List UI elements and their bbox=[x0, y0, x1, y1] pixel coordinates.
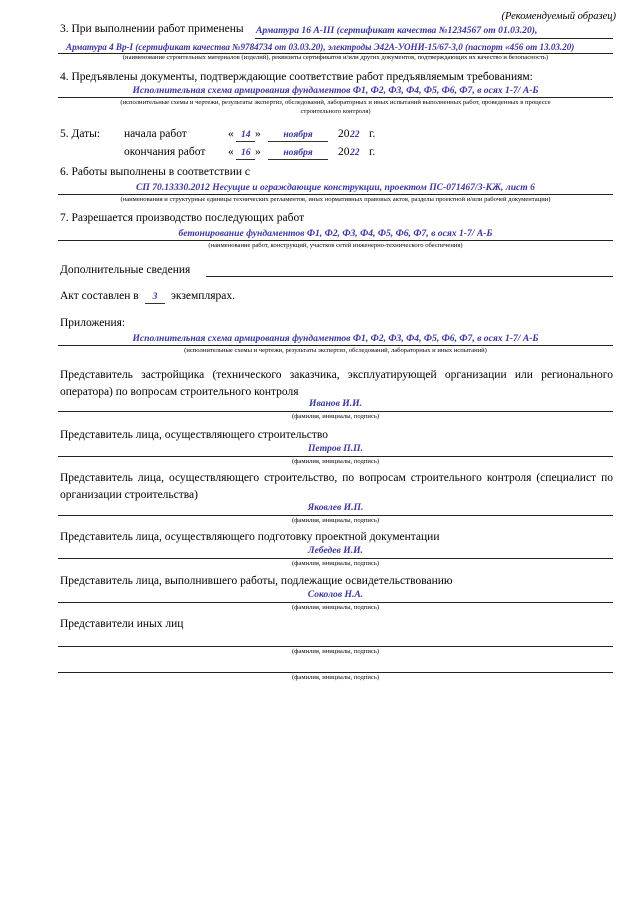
copies-count-rule bbox=[145, 303, 165, 304]
start-day-rule bbox=[236, 141, 255, 142]
section6-norms-value: СП 70.13330.2012 Несущие и ограждающие конструкции, проектом ПС-071467/3-КЖ, лист 6 bbox=[136, 182, 535, 193]
other-reps-label: Представители иных лиц bbox=[60, 618, 184, 630]
attachments-value: Исполнительная схема армирования фундаментов Ф1, Ф2, Ф3, Ф4, Ф5, Ф6, Ф7, в осях 1-7/ А-Б bbox=[132, 333, 539, 344]
end-date-label: окончания работ bbox=[124, 146, 206, 158]
developer-rep-rule bbox=[58, 411, 613, 412]
start-day: 14 bbox=[241, 129, 251, 140]
section3-materials-line1: Арматура 16 А-III (сертификат качества №1234567 от 01.03.20), bbox=[256, 25, 538, 36]
end-month-rule bbox=[268, 159, 328, 160]
section6-label: 6. Работы выполнены в соответствии с bbox=[60, 166, 251, 178]
start-month-rule bbox=[268, 141, 328, 142]
section3-materials-line2: Арматура 4 Вр-I (сертификат качества №9784734 от 03.03.20), электроды Э42А-УОНИ-15/67-3,0 (паспорт «456 от 13.03.20) bbox=[66, 42, 575, 52]
start-year-prefix: 20 bbox=[338, 128, 350, 140]
builder-rep-label: Представитель лица, осуществляющего строительство bbox=[60, 429, 329, 441]
designer-rep-caption: (фамилия, инициалы, подпись) bbox=[291, 560, 380, 567]
additional-info-label: Дополнительные сведения bbox=[60, 264, 191, 276]
builder-rep-name: Петров П.П. bbox=[307, 443, 364, 454]
section7-caption: (наименование работ, конструкций, участков сетей инженерно-технического обеспечения) bbox=[208, 242, 463, 249]
section3-label: 3. При выполнении работ применены bbox=[60, 23, 244, 35]
builder-control-rep-caption: (фамилия, инициалы, подпись) bbox=[291, 517, 380, 524]
section4-rule bbox=[58, 97, 613, 98]
end-year-prefix: 20 bbox=[338, 146, 350, 158]
builder-rep-caption: (фамилия, инициалы, подпись) bbox=[291, 458, 380, 465]
end-day: 16 bbox=[241, 147, 251, 158]
section5-label: 5. Даты: bbox=[60, 128, 101, 140]
other-rep-rule-2 bbox=[58, 672, 613, 673]
section4-documents-value: Исполнительная схема армирования фундаментов Ф1, Ф2, Ф3, Ф4, Ф5, Ф6, Ф7, в осях 1-7/ А-Б bbox=[132, 85, 539, 96]
end-quote-open: « bbox=[228, 146, 234, 158]
end-quote-close: » bbox=[255, 146, 261, 158]
start-quote-close: » bbox=[255, 128, 261, 140]
end-day-rule bbox=[236, 159, 255, 160]
developer-rep-label: Представитель застройщика (технического заказчика, эксплуатирующей организации или регионального оператора) по вопросам строительного контроля bbox=[60, 369, 613, 398]
other-rep-caption-2: (фамилия, инициалы, подпись) bbox=[291, 674, 380, 681]
section4-caption-line1: (исполнительные схемы и чертежи, результаты экспертиз, обследований, лабораторных и иных испытаний выполненных работ, проведенных в процессе bbox=[120, 99, 551, 106]
developer-rep-name: Иванов И.И. bbox=[308, 398, 362, 409]
performer-rep-rule bbox=[58, 602, 613, 603]
copies-count: 3 bbox=[152, 291, 158, 302]
attachments-rule bbox=[58, 345, 613, 346]
designer-rep-label: Представитель лица, осуществляющего подготовку проектной документации bbox=[60, 531, 440, 543]
section7-next-works-value: бетонирование фундаментов Ф1, Ф2, Ф3, Ф4, Ф5, Ф6, Ф7, в осях 1-7/ А-Б bbox=[178, 228, 493, 239]
section6-rule bbox=[58, 194, 613, 195]
start-date-label: начала работ bbox=[124, 128, 187, 140]
start-quote-open: « bbox=[228, 128, 234, 140]
developer-rep-caption: (фамилия, инициалы, подпись) bbox=[291, 413, 380, 420]
builder-control-rep-rule bbox=[58, 515, 613, 516]
builder-rep-rule bbox=[58, 456, 613, 457]
additional-info-rule bbox=[206, 276, 613, 277]
copies-suffix: экземплярах. bbox=[171, 290, 235, 302]
attachments-label: Приложения: bbox=[60, 317, 126, 329]
section3-line1-rule bbox=[255, 38, 613, 39]
start-year-suffix: 22 bbox=[350, 129, 360, 140]
section3-caption: (наименование строительных материалов (изделий), реквизиты сертификатов и/или других документов, подтверждающих их качество и безопасность) bbox=[122, 54, 549, 61]
performer-rep-name: Соколов Н.А. bbox=[307, 589, 364, 600]
other-rep-rule-1 bbox=[58, 646, 613, 647]
start-month: ноября bbox=[283, 129, 313, 140]
end-year-unit: г. bbox=[369, 146, 376, 158]
designer-rep-rule bbox=[58, 558, 613, 559]
end-month: ноября bbox=[283, 147, 313, 158]
builder-control-rep-label: Представитель лица, осуществляющего строительство, по вопросам строительного контроля (специалист по организации строительства) bbox=[60, 472, 613, 501]
copies-prefix: Акт составлен в bbox=[60, 290, 139, 302]
designer-rep-name: Лебедев И.И. bbox=[308, 545, 363, 556]
builder-control-rep-name: Яковлев И.П. bbox=[307, 502, 364, 513]
section4-caption-line2: строительного контроля) bbox=[300, 108, 371, 115]
sample-note: (Рекомендуемый образец) bbox=[501, 11, 616, 22]
end-year-suffix: 22 bbox=[350, 147, 360, 158]
performer-rep-caption: (фамилия, инициалы, подпись) bbox=[291, 604, 380, 611]
section7-rule bbox=[58, 240, 613, 241]
performer-rep-label: Представитель лица, выполнившего работы, подлежащие освидетельствованию bbox=[60, 575, 453, 587]
section7-label: 7. Разрешается производство последующих работ bbox=[60, 212, 305, 224]
attachments-caption: (исполнительные схемы и чертежи, результаты экспертиз, обследований, лабораторных и иных испытаний) bbox=[184, 347, 487, 354]
section4-label: 4. Предъявлены документы, подтверждающие соответствие работ предъявляемым требованиям: bbox=[60, 71, 533, 83]
section6-caption: (наименования и структурные единицы технических регламентов, иных нормативных правовых актов, разделы проектной и/или рабочей документации) bbox=[120, 196, 551, 203]
other-rep-caption-1: (фамилия, инициалы, подпись) bbox=[291, 648, 380, 655]
start-year-unit: г. bbox=[369, 128, 376, 140]
